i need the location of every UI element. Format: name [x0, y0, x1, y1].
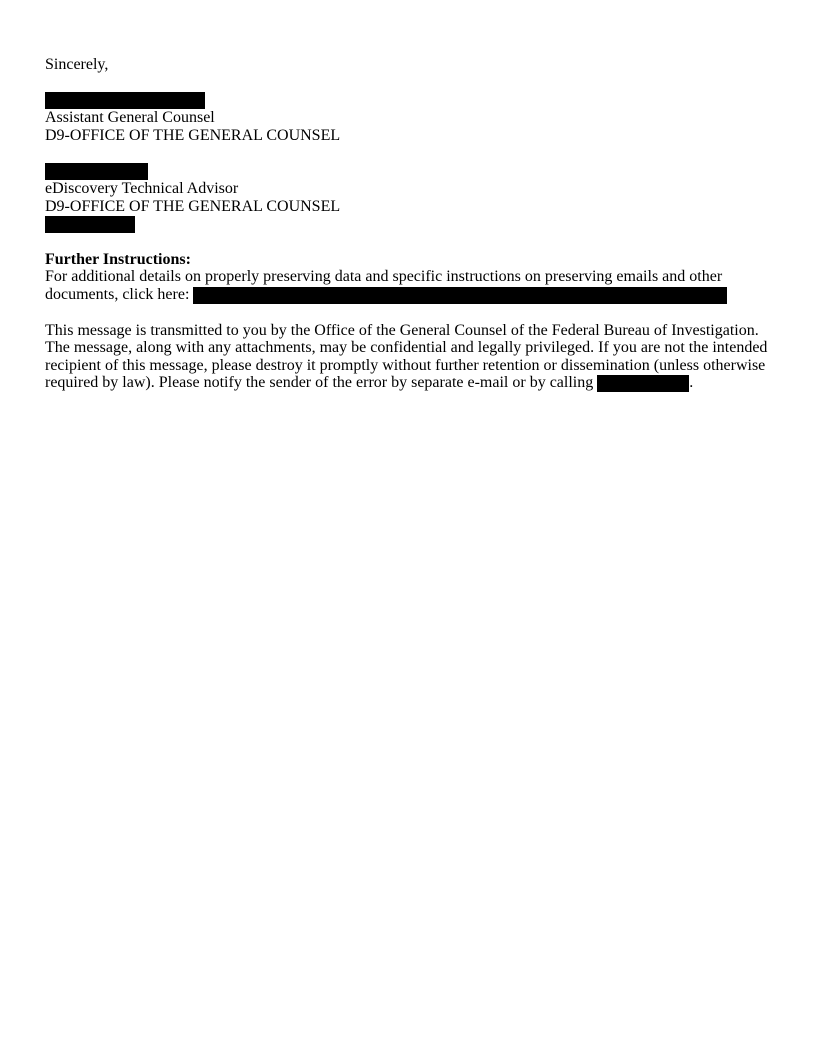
redaction-bar	[45, 163, 148, 180]
spacer	[45, 144, 785, 162]
notice-line-4-text: required by law). Please notify the sender of the error by separate e-mail or by calling	[45, 374, 594, 392]
signature-block-2	[45, 162, 785, 233]
instructions-heading: Further Instructions:	[45, 250, 191, 268]
spacer	[45, 304, 785, 322]
redaction-bar	[45, 216, 135, 233]
instructions-line-1: For additional details on properly preserving data and specific instructions on preserving emails and other	[45, 268, 723, 286]
letter-body	[45, 56, 785, 392]
closing-text: Sincerely,	[45, 56, 109, 73]
redacted-contact	[45, 215, 785, 233]
further-instructions	[45, 251, 785, 304]
spacer	[45, 74, 785, 92]
notice-line-1: This message is transmitted to you by the Office of the General Counsel of the Federal Bureau of Investigation.	[45, 321, 759, 339]
signer1-title: Assistant General Counsel	[45, 109, 215, 127]
confidentiality-notice	[45, 322, 785, 392]
notice-line-3: recipient of this message, please destroy it promptly without further retention or dissemination (unless otherwise	[45, 356, 766, 374]
signer2-title: eDiscovery Technical Advisor	[45, 180, 239, 198]
redaction-bar	[45, 92, 205, 109]
signature-block-1	[45, 92, 785, 145]
spacer	[45, 233, 785, 251]
signer1-office: D9-OFFICE OF THE GENERAL COUNSEL	[45, 126, 341, 144]
signer2-office: D9-OFFICE OF THE GENERAL COUNSEL	[45, 197, 341, 215]
notice-line-2: The message, along with any attachments, may be confidential and legally privileged. If you are not the intended	[45, 339, 768, 357]
instructions-line-2	[45, 286, 785, 304]
redacted-link[interactable]	[193, 287, 727, 304]
redacted-name-2	[45, 162, 785, 180]
notice-line-4-period: .	[689, 374, 694, 392]
instructions-line-2-text: documents, click here:	[45, 285, 190, 303]
redacted-name-1	[45, 92, 785, 110]
notice-line-4	[45, 374, 785, 392]
redacted-phone	[597, 375, 689, 392]
